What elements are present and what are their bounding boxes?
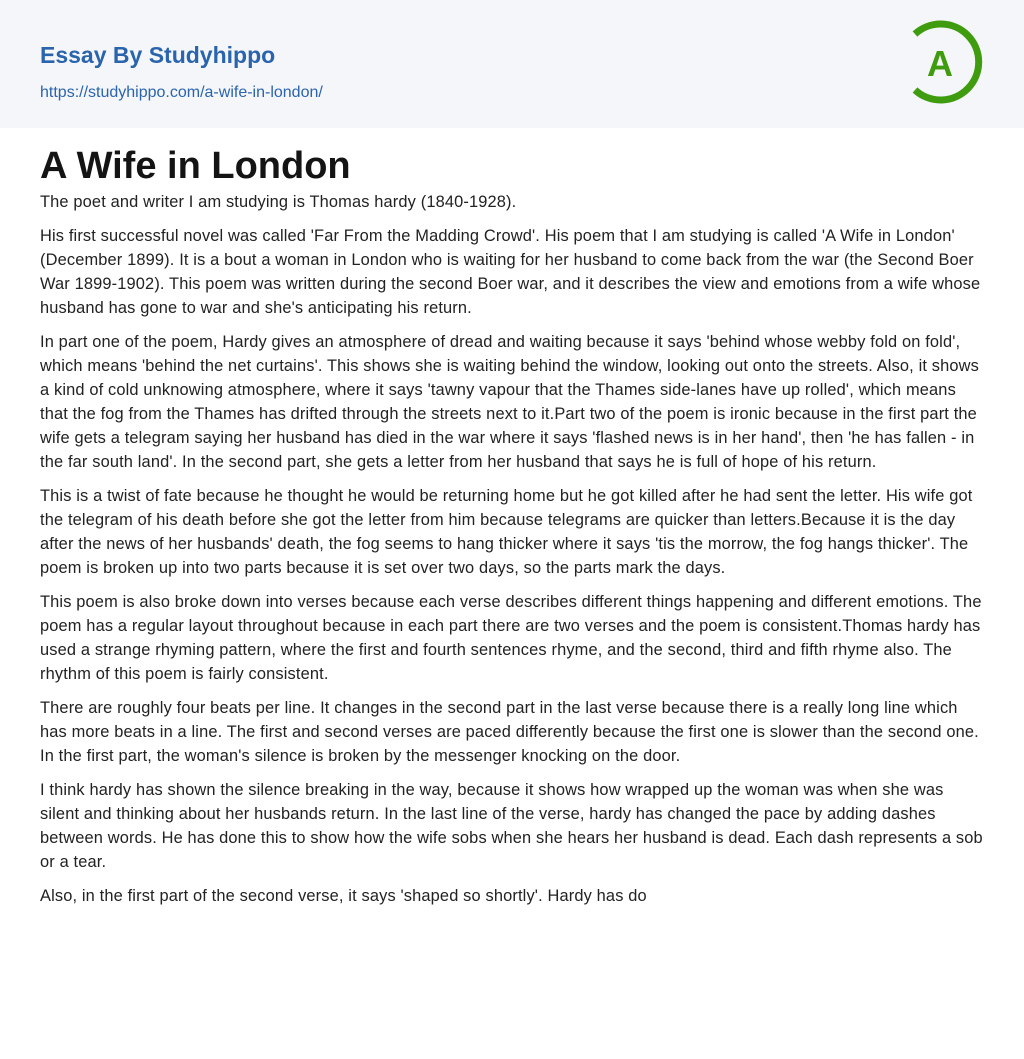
logo-letter: A (927, 43, 953, 84)
paragraph: The poet and writer I am studying is Thomas hardy (1840-1928). (40, 193, 517, 211)
paragraph: This is a twist of fate because he thought he would be returning home but he got killed after he had sent the letter. His wife got the telegram of his death before she got the letter from him because telegrams are quicker than letters.Because it is the day after the news of her husbands' death, the fog seems to hang thicker where it says 'tis the morrow, the fog hangs thicker'. The poem is broken up into two parts because it is set over two days, so the parts mark the days. (40, 487, 973, 577)
paragraph: There are roughly four beats per line. It changes in the second part in the last verse because there is a really long line which has more beats in a line. The first and second verses are paced differently because the first one is slower than the second one. In the first part, the woman's silence is broken by the messenger knocking on the door. (40, 699, 979, 765)
essay-url-link[interactable]: https://studyhippo.com/a-wife-in-london/ (40, 84, 323, 101)
paragraph: I think hardy has shown the silence breaking in the way, because it shows how wrapped up the woman was when she was silent and thinking about her husbands return. In the last line of the verse, hardy has changed the pace by adding dashes between words. He has done this to show how the wife sobs when she hears her husband is dead. Each dash represents a sob or a tear. (40, 781, 983, 871)
paragraph: Also, in the first part of the second verse, it says 'shaped so shortly'. Hardy has do (40, 887, 647, 905)
paragraph: His first successful novel was called 'Far From the Madding Crowd'. His poem that I am studying is called 'A Wife in London' (December 1899). It is a bout a woman in London who is waiting for her husband to come back from the war (the Second Boer War 1899-1902). This poem was written during the second Boer war, and it describes the view and emotions from a wife whose husband has gone to war and she's anticipating his return. (40, 227, 981, 317)
paragraph: In part one of the poem, Hardy gives an atmosphere of dread and waiting because it says 'behind whose webby fold on fold', which means 'behind the net curtains'. This shows she is waiting behind the window, looking out onto the streets. Also, it shows a kind of cold unknowing atmosphere, where it says 'tawny vapour that the Thames side-lanes have up rolled', which means that the fog from the Thames has drifted through the streets next to it.Part two of the poem is ironic because in the first part the wife gets a telegram saying her husband has died in the war where it says 'flashed news is in her hand', then 'he has fallen - in the far south land'. In the second part, she gets a letter from her husband that says he is full of hope of his return. (40, 333, 979, 471)
site-header (0, 0, 1024, 128)
studyhippo-logo-icon[interactable] (905, 20, 987, 104)
essay-content (40, 146, 986, 918)
essay-body (40, 190, 986, 908)
paragraph: This poem is also broke down into verses because each verse describes different things happening and different emotions. The poem has a regular layout throughout because in each part there are two verses and the poem is consistent.Thomas hardy has used a strange rhyming pattern, where the first and fourth sentences rhyme, and the second, third and fifth rhyme also. The rhythm of this poem is fairly consistent. (40, 593, 982, 683)
essay-title: A Wife in London (40, 145, 351, 187)
brand-name: Essay By Studyhippo (40, 42, 276, 68)
